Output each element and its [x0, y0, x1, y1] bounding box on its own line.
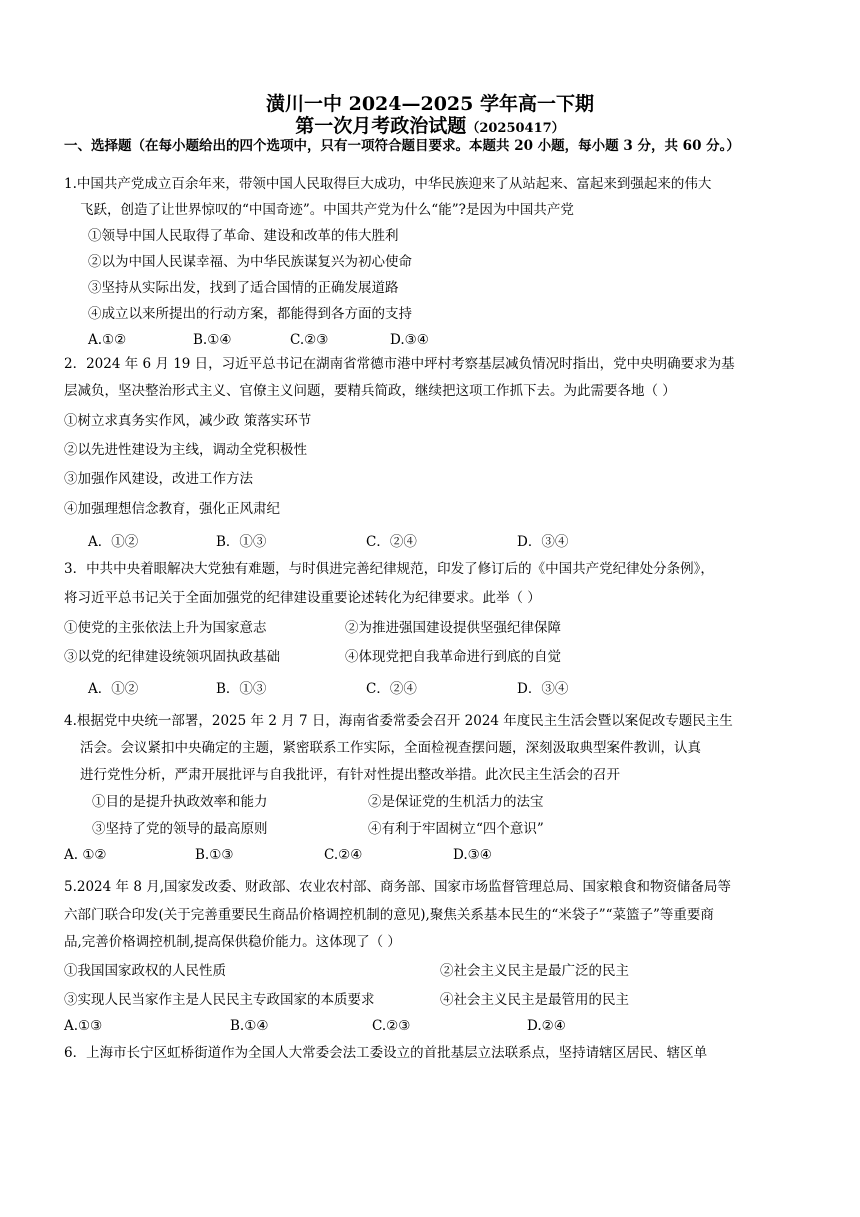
- question-3-choice-a: A．①②: [88, 681, 139, 697]
- question-2-stem-line: 层减负，坚决整治形式主义、官僚主义问题，要精兵简政，继续把这项工作抓下去。为此需要各地（ ）: [64, 383, 676, 399]
- question-4-choice-a: A. ①②: [64, 847, 107, 863]
- question-2-choice-d: D．③④: [517, 534, 569, 550]
- question-3-choice-d: D．③④: [517, 681, 569, 697]
- question-5-choice-b: B.①④: [230, 1018, 269, 1034]
- question-2-item: ②以先进性建设为主线，调动全党积极性: [64, 442, 307, 458]
- question-1-stem-line: 1.中国共产党成立百余年来，带领中国人民取得巨大成功，中华民族迎来了从站起来、富起来到强起来的伟大: [64, 176, 712, 192]
- question-5-choice-c: C.②③: [372, 1018, 411, 1034]
- question-4-item: ④有利于牢固树立“四个意识”: [368, 821, 544, 837]
- question-2-item: ①树立求真务实作风，减少政 策落实环节: [64, 413, 312, 429]
- question-2-choice-a: A．①②: [88, 534, 139, 550]
- question-4-stem-line: 进行党性分析，严肃开展批评与自我批评，有针对性提出整改举措。此次民主生活会的召开: [80, 767, 620, 783]
- question-1-choice-d: D.③④: [390, 332, 429, 348]
- question-5-item: ②社会主义民主是最广泛的民主: [440, 963, 629, 979]
- question-4-choice-b: B.①③: [195, 847, 234, 863]
- question-1-choice-c: C.②③: [290, 332, 329, 348]
- question-3-item: ①使党的主张依法上升为国家意志: [64, 620, 267, 636]
- question-5-item: ④社会主义民主是最管用的民主: [440, 992, 629, 1008]
- question-3-item: ④体现党把自我革命进行到底的自觉: [345, 649, 561, 665]
- section-header: 一、选择题（在每小题给出的四个选项中，只有一项符合题目要求。本题共 20 小题，每小题 3 分，共 60 分。）: [64, 138, 740, 154]
- exam-date: （20250417）: [466, 121, 565, 136]
- question-1-item: ②以为中国人民谋幸福、为中华民族谋复兴为初心使命: [88, 254, 412, 270]
- question-3-choice-c: C．②④: [366, 681, 417, 697]
- question-4-stem-line: 活会。会议紧扣中央确定的主题，紧密联系工作实际，全面检视查摆问题，深刻汲取典型案件教训，认真: [80, 740, 701, 756]
- question-3-stem-line: 3．中共中央着眼解决大党独有难题，与时俱进完善纪律规范，印发了修订后的《中国共产党纪律处分条例》，: [64, 561, 714, 577]
- question-3-item: ②为推进强国建设提供坚强纪律保障: [345, 620, 561, 636]
- question-3-stem-line: 将习近平总书记关于全面加强党的纪律建设重要论述转化为纪律要求。此举（ ）: [64, 590, 541, 606]
- question-1-item: ④成立以来所提出的行动方案，都能得到各方面的支持: [88, 306, 412, 322]
- question-5-choice-d: D.②④: [527, 1018, 566, 1034]
- question-4-item: ①目的是提升执政效率和能力: [92, 794, 268, 810]
- exam-title-text: 第一次月考政治试题: [295, 115, 467, 137]
- question-3-choice-b: B．①③: [216, 681, 267, 697]
- question-4-choice-c: C.②④: [324, 847, 363, 863]
- question-4-choice-d: D.③④: [453, 847, 492, 863]
- question-5-choice-a: A.①③: [64, 1018, 103, 1034]
- question-4-item: ③坚持了党的领导的最高原则: [92, 821, 268, 837]
- question-4-stem-line: 4.根据党中央统一部署，2025 年 2 月 7 日，海南省委常委会召开 2024 年度民主生活会暨以案促改专题民主生: [64, 713, 733, 729]
- question-2-item: ③加强作风建设，改进工作方法: [64, 471, 253, 487]
- question-5-item: ③实现人民当家作主是人民民主专政国家的本质要求: [64, 992, 375, 1008]
- question-5-stem-line: 六部门联合印发(关于完善重要民生商品价格调控机制的意见),聚焦关系基本民生的“米袋子”“菜篮子”等重要商: [64, 907, 714, 923]
- question-1-item: ③坚持从实际出发，找到了适合国情的正确发展道路: [88, 280, 399, 296]
- question-2-choice-c: C．②④: [366, 534, 417, 550]
- question-1-item: ①领导中国人民取得了革命、建设和改革的伟大胜利: [88, 228, 399, 244]
- question-2-choice-b: B．①③: [216, 534, 267, 550]
- question-2-stem-line: 2．2024 年 6 月 19 日，习近平总书记在湖南省常德市港中坪村考察基层减负情况时指出，党中央明确要求为基: [64, 356, 735, 372]
- question-3-item: ③以党的纪律建设统领巩固执政基础: [64, 649, 280, 665]
- exam-title-line1: 潢川一中 2024—2025 学年高一下期: [266, 93, 594, 115]
- question-4-item: ②是保证党的生机活力的法宝: [368, 794, 544, 810]
- question-5-stem-line: 品,完善价格调控机制,提高保供稳价能力。这体现了（ ）: [64, 934, 401, 950]
- question-5-stem-line: 5.2024 年 8 月,国家发改委、财政部、农业农村部、商务部、国家市场监督管理总局、国家粮食和物资储备局等: [64, 879, 731, 895]
- question-5-item: ①我国国家政权的人民性质: [64, 963, 226, 979]
- question-2-item: ④加强理想信念教育，强化正风肃纪: [64, 501, 280, 517]
- question-6-stem-line: 6．上海市长宁区虹桥街道作为全国人大常委会法工委设立的首批基层立法联系点，坚持请辖区居民、辖区单: [64, 1045, 708, 1061]
- question-1-choice-b: B.①④: [193, 332, 232, 348]
- question-1-choice-a: A.①②: [88, 332, 127, 348]
- question-1-stem-line: 飞跃，创造了让世界惊叹的“中国奇迹”。中国共产党为什么“能”?是因为中国共产党: [80, 202, 574, 218]
